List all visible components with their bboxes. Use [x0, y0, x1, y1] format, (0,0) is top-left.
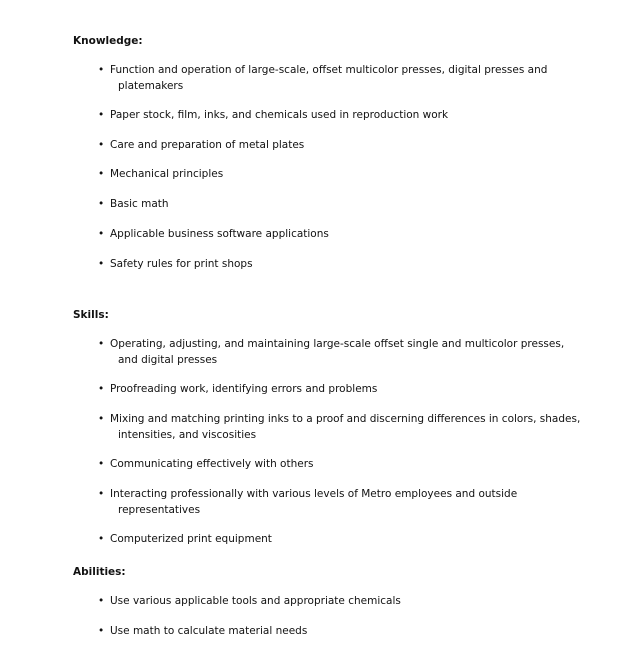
- list-item-text: Use various applicable tools and appropriate chemicals: [110, 595, 401, 607]
- skills-heading: Skills:: [73, 309, 109, 321]
- bullet-icon: •: [98, 258, 105, 270]
- bullet-icon: •: [98, 383, 105, 395]
- skills-item-6: [98, 532, 560, 548]
- list-item-text: Mixing and matching printing inks to a proof and discerning differences in colors, shades,: [110, 413, 581, 425]
- list-item-text: Interacting professionally with various levels of Metro employees and outside: [110, 488, 518, 500]
- abilities-item-2: [98, 624, 560, 640]
- list-item-text-continued: and digital presses: [118, 353, 218, 366]
- list-item-text: Use math to calculate material needs: [110, 625, 308, 637]
- list-item-text: Paper stock, film, inks, and chemicals used in reproduction work: [110, 109, 449, 121]
- bullet-icon: •: [98, 139, 105, 151]
- list-item-text: Operating, adjusting, and maintaining large-scale offset single and multicolor presses,: [110, 338, 565, 350]
- bullet-icon: •: [98, 458, 105, 470]
- list-item-text-continued: platemakers: [118, 79, 184, 92]
- list-item-text: Computerized print equipment: [110, 533, 272, 545]
- list-item-text: Basic math: [110, 198, 169, 210]
- list-item-text: Communicating effectively with others: [110, 458, 314, 470]
- list-item-text-continued: intensities, and viscosities: [118, 428, 257, 441]
- skills-item-4: [98, 457, 560, 473]
- skills-item-1: [98, 337, 565, 368]
- knowledge-item-7: [98, 257, 560, 273]
- bullet-icon: •: [98, 488, 105, 500]
- bullet-icon: •: [98, 109, 105, 121]
- bullet-icon: •: [98, 625, 105, 637]
- knowledge-heading: Knowledge:: [73, 35, 143, 47]
- bullet-icon: •: [98, 168, 105, 180]
- skills-item-2: [98, 382, 560, 398]
- bullet-icon: •: [98, 198, 105, 210]
- knowledge-item-4: [98, 167, 560, 183]
- bullet-icon: •: [98, 338, 105, 350]
- skills-item-3: [98, 412, 581, 443]
- list-item-text-continued: representatives: [118, 503, 201, 516]
- knowledge-item-3: [98, 138, 560, 154]
- knowledge-item-5: [98, 197, 560, 213]
- knowledge-item-6: [98, 227, 560, 243]
- abilities-item-1: [98, 594, 560, 610]
- bullet-icon: •: [98, 595, 105, 607]
- knowledge-item-2: [98, 108, 560, 124]
- list-item-text: Function and operation of large-scale, offset multicolor presses, digital presses and: [110, 64, 548, 76]
- bullet-icon: •: [98, 228, 105, 240]
- knowledge-item-1: [98, 63, 560, 94]
- list-item-text: Applicable business software applications: [110, 228, 329, 240]
- bullet-icon: •: [98, 533, 105, 545]
- bullet-icon: •: [98, 413, 105, 425]
- list-item-text: Safety rules for print shops: [110, 258, 253, 270]
- list-item-text: Care and preparation of metal plates: [110, 139, 305, 151]
- list-item-text: Proofreading work, identifying errors and problems: [110, 383, 378, 395]
- list-item-text: Mechanical principles: [110, 168, 224, 180]
- skills-item-5: [98, 487, 560, 518]
- bullet-icon: •: [98, 64, 105, 76]
- abilities-heading: Abilities:: [73, 566, 126, 578]
